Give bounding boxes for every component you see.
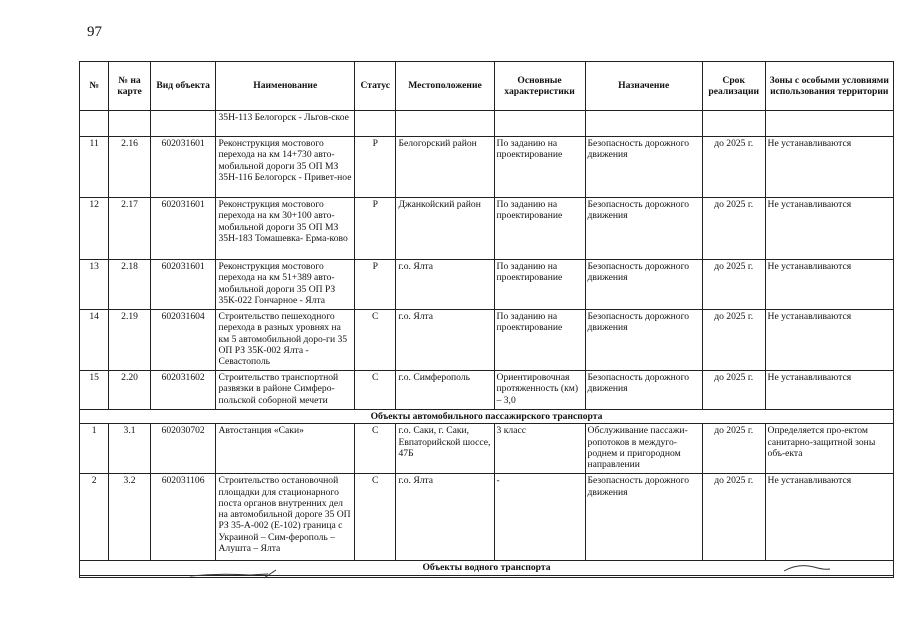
cell-term: до 2025 г. (702, 198, 765, 260)
cell-purpose: Безопасность дорожного движения (585, 260, 702, 310)
cell-num: 12 (80, 198, 109, 260)
cell-object-type: 602030702 (150, 424, 216, 474)
cell-term: до 2025 г. (702, 474, 765, 561)
cell-status: Р (355, 198, 396, 260)
header-object-type: Вид объекта (150, 62, 216, 111)
cell-purpose: Обслуживание пассажи-ропотоков в междуго-роднем и пригородном направлении (585, 424, 702, 474)
cell-location: г.о. Ялта (396, 260, 494, 310)
header-map-num: № на карте (109, 62, 150, 111)
cell-location: г.о. Симферополь (396, 371, 494, 410)
cell-zones: Не устанавливаются (765, 260, 893, 310)
cell-object-type: 602031106 (150, 474, 216, 561)
cell-name: Реконструкция мостового перехода на км 30+100 авто-мобильной дороги 35 ОП МЗ 35Н-183 Томашевка- Ерма-ково (216, 198, 355, 260)
cell-purpose: Безопасность дорожного движения (585, 371, 702, 410)
cell-status: С (355, 310, 396, 371)
cell-characteristics: - (494, 474, 585, 561)
cell-num: 15 (80, 371, 109, 410)
cell-purpose: Безопасность дорожного движения (585, 198, 702, 260)
cell-term: до 2025 г. (702, 424, 765, 474)
cell-object-type: 602031604 (150, 310, 216, 371)
table-row (80, 260, 894, 310)
cell-characteristics: По заданию на проектирование (494, 260, 585, 310)
table-row (80, 198, 894, 260)
cell-name: Строительство пешеходного перехода в разных уровнях на км 5 автомобильной доро-ги 35 ОП РЗ 35К-002 Ялта - Севастополь (216, 310, 355, 371)
cell-name: Строительство остановочной площадки для стационарного поста органов внутренних дел на автомобильной дороге 35 ОП РЗ 35-А-002 (Е-102) граница с Украиной – Сим-ферополь – Алушта – Ялта (216, 474, 355, 561)
cell-map-num: 2.18 (109, 260, 150, 310)
cell-num: 11 (80, 137, 109, 198)
header-location: Местоположение (396, 62, 494, 111)
cell-object-type: 602031601 (150, 198, 216, 260)
cell-status: Р (355, 137, 396, 198)
cell-name: Реконструкция мостового перехода на км 14+730 авто-мобильной дороги 35 ОП МЗ 35Н-116 Белогорск - Привет-ное (216, 137, 355, 198)
cell-name: 35Н-113 Белогорск - Льгов-ское (216, 111, 355, 137)
planning-table (79, 61, 894, 578)
cell-name: Строительство транспортной развязки в районе Симферо-польской соборной мечети (216, 371, 355, 410)
cell-location: г.о. Саки, г. Саки, Евпаторийской шоссе, 47Б (396, 424, 494, 474)
cell-location: Джанкойский район (396, 198, 494, 260)
cell-map-num: 2.17 (109, 198, 150, 260)
section-title-passenger: Объекты автомобильного пассажирского транспорта (80, 410, 894, 424)
cell-zones: Не устанавливаются (765, 310, 893, 371)
header-num: № (80, 62, 109, 111)
table-row (80, 371, 894, 410)
cell-status: С (355, 424, 396, 474)
section-row (80, 410, 894, 424)
cell-location: г.о. Ялта (396, 474, 494, 561)
cell-map-num: 3.1 (109, 424, 150, 474)
signature-mark-left (180, 566, 300, 582)
cell-purpose: Безопасность дорожного движения (585, 137, 702, 198)
cell-zones: Не устанавливаются (765, 371, 893, 410)
cell-map-num: 3.2 (109, 474, 150, 561)
cell-num: 1 (80, 424, 109, 474)
cell-object-type: 602031601 (150, 260, 216, 310)
cell-term: до 2025 г. (702, 310, 765, 371)
cell-zones: Определяется про-ектом санитарно-защитной зоны объ-екта (765, 424, 893, 474)
cell-object-type: 602031601 (150, 137, 216, 198)
cell-term: до 2025 г. (702, 371, 765, 410)
cell-zones: Не устанавливаются (765, 198, 893, 260)
cell-num: 13 (80, 260, 109, 310)
cell-map-num: 2.20 (109, 371, 150, 410)
table-row (80, 137, 894, 198)
cell-zones: Не устанавливаются (765, 474, 893, 561)
continuation-row (80, 111, 894, 137)
cell-name: Автостанция «Саки» (216, 424, 355, 474)
cell-map-num: 2.19 (109, 310, 150, 371)
cell-status: С (355, 474, 396, 561)
cell-term: до 2025 г. (702, 260, 765, 310)
header-zones: Зоны с особыми условиями использования территории (765, 62, 893, 111)
header-name: Наименование (216, 62, 355, 111)
page-number: 97 (87, 24, 102, 40)
cell-purpose: Безопасность дорожного движения (585, 474, 702, 561)
header-purpose: Назначение (585, 62, 702, 111)
cell-characteristics: По заданию на проектирование (494, 310, 585, 371)
cell-location: Белогорский район (396, 137, 494, 198)
cell-characteristics: 3 класс (494, 424, 585, 474)
header-row (80, 62, 894, 111)
header-term: Срок реализации (702, 62, 765, 111)
cell-characteristics: Ориентировочная протяженность (км) – 3,0 (494, 371, 585, 410)
cell-term: до 2025 г. (702, 137, 765, 198)
signature-mark-right (778, 561, 838, 577)
cell-characteristics: По заданию на проектирование (494, 198, 585, 260)
header-status: Статус (355, 62, 396, 111)
cell-num: 14 (80, 310, 109, 371)
table-row (80, 310, 894, 371)
cell-object-type: 602031602 (150, 371, 216, 410)
cell-purpose: Безопасность дорожного движения (585, 310, 702, 371)
cell-status: С (355, 371, 396, 410)
section-title-water: Объекты водного транспорта (80, 561, 894, 575)
cell-num: 2 (80, 474, 109, 561)
header-characteristics: Основные характеристики (494, 62, 585, 111)
cell-characteristics: По заданию на проектирование (494, 137, 585, 198)
cell-location: г.о. Ялта (396, 310, 494, 371)
cell-map-num: 2.16 (109, 137, 150, 198)
cell-status: Р (355, 260, 396, 310)
cell-name: Реконструкция мостового перехода на км 51+389 авто-мобильной дороги 35 ОП РЗ 35К-022 Гончарное - Ялта (216, 260, 355, 310)
cell-zones: Не устанавливаются (765, 137, 893, 198)
table-row (80, 424, 894, 474)
table-row (80, 474, 894, 561)
